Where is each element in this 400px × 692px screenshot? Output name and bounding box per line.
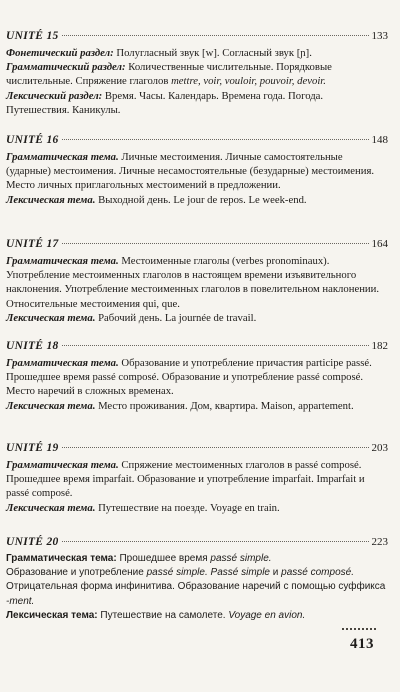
unit-title: UNITÉ 18 [6,340,59,352]
unit-heading [6,134,388,150]
unit-entry: Грамматическая тема. Местоименные глаголы (verbes pronominaux). Употребление местоименных глаголов в настоящем времени изъявительного наклонения. Употребление местоименных глаголов в повелительном наклонении. Относительные местоимения qui, que. [6,255,380,310]
unit-title: UNITÉ 19 [6,442,59,454]
unit-title: UNITÉ 16 [6,134,59,146]
unit-title: UNITÉ 17 [6,238,59,250]
unit-page-number: 182 [371,340,388,352]
unit-title: UNITÉ 20 [6,536,59,548]
unit-15 [6,30,388,117]
unit-page-number: 133 [371,30,388,42]
unit-title: UNITÉ 15 [6,30,59,42]
unit-heading [6,536,388,552]
unit-entry: Лексическая тема: Путешествие на самолете. Voyage en avion. [6,609,306,621]
unit-entry: Образование и употребление passé simple. Passé simple и passé composé. [6,567,354,579]
dot-leader [62,35,369,36]
dot-leader [62,541,369,542]
unit-heading [6,30,388,46]
unit-entry: Грамматическая тема. Образование и употребление причастия participe passé. Прошедшее время passé composé. Образование и употребление passé composé. Место наречий в сложных временах. [6,357,372,398]
unit-entry: Грамматическая тема. Личные местоимения. Личные самостоятельные (ударные) местоимения. Личные несамостоятельные (безударные) местоимения. Место личных приглагольных местоимений в предложении. [6,151,375,192]
unit-entry: Лексический раздел: Время. Часы. Календарь. Времена года. Погода. Путешествия. Каникулы. [6,89,324,116]
unit-20 [6,536,388,623]
unit-entry: Лексическая тема. Путешествие на поезде. Voyage en train. [6,501,280,514]
dot-leader [62,139,369,140]
unit-heading [6,340,388,356]
dot-leader [62,345,369,346]
unit-16 [6,134,388,207]
unit-entry: Грамматическая тема: Прошедшее время passé simple. [6,553,272,564]
dot-leader [62,447,369,448]
unit-page-number: 148 [371,134,388,146]
unit-entry: Фонетический раздел: Полугласный звук [w]. Согласный звук [ɲ]. [6,47,312,59]
unit-entry: Грамматическая тема. Спряжение местоименных глаголов в passé composé. Прошедшее время imparfait. Образование и употребление imparfait. Imparfait и passé composé. [6,459,365,500]
unit-entry: Лексическая тема. Выходной день. Le jour de repos. Le week-end. [6,193,307,206]
page-number-ornament [342,628,376,630]
page-number: 413 [350,636,374,652]
unit-heading [6,238,388,254]
dot-leader [62,243,369,244]
unit-entry: Лексическая тема. Место проживания. Дом, квартира. Maison, appartement. [6,399,354,412]
unit-heading [6,442,388,458]
unit-18 [6,340,388,413]
unit-19 [6,442,388,515]
unit-entry: Отрицательная форма инфинитива. Образование наречий с помощью суффикса -ment. [6,581,386,607]
unit-page-number: 164 [371,238,388,250]
unit-entry: Грамматический раздел: Количественные числительные. Порядковые числительные. Спряжение глаголов mettre, voir, vouloir, pouvoir, devoir. [6,61,332,88]
unit-17 [6,238,388,325]
unit-page-number: 223 [371,536,388,548]
unit-entry: Лексическая тема. Рабочий день. La journée de travail. [6,311,257,324]
unit-page-number: 203 [371,442,388,454]
